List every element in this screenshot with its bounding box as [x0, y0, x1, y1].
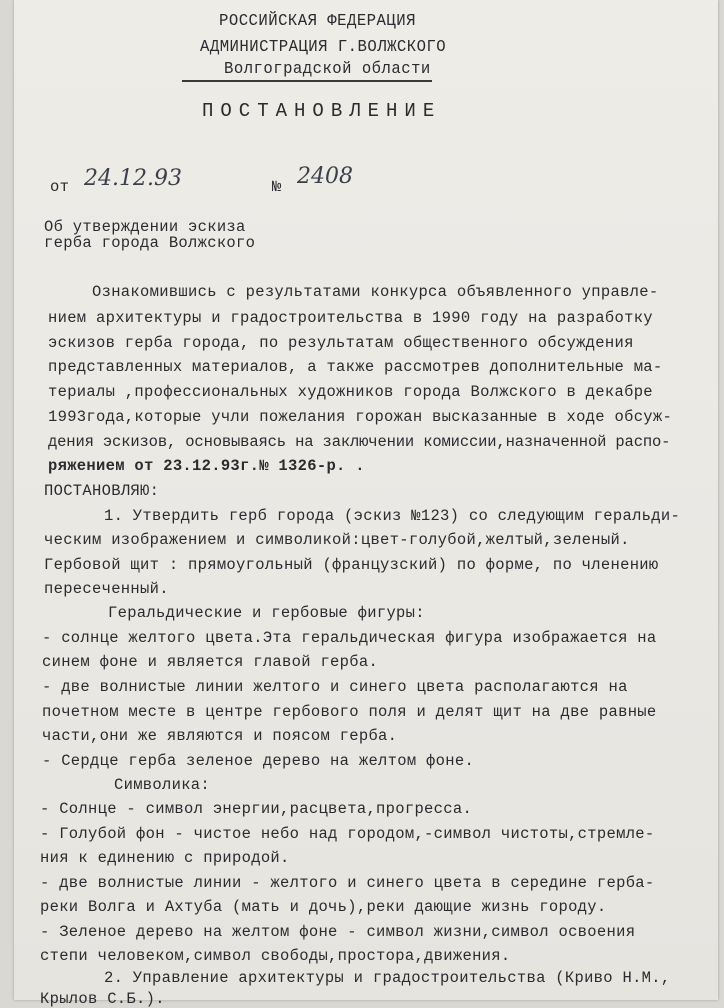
subject-line: Об утверждении эскиза — [44, 218, 246, 236]
body-line: териалы ,профессиональных художников города Волжского в декабре — [48, 383, 653, 401]
body-line: - солнце желтого цвета.Эта геральдическая фигура изображается на — [42, 629, 657, 647]
body-line: нием архитектуры и градостроительства в 1990 году на разработку — [48, 309, 653, 327]
body-line: 2. Управление архитектуры и градостроительства (Криво Н.М., — [104, 969, 671, 987]
document-number: 2408 — [297, 164, 353, 189]
body-line: степи человеком,символ свободы,простора,движения. — [40, 947, 511, 965]
body-line: представленных материалов, а также рассмотрев дополнительные ма- — [48, 358, 663, 376]
resolution-heading: ПОСТАНОВЛЯЮ: — [44, 482, 160, 500]
body-line: ряжением от 23.12.93г.№ 1326-р. . — [48, 457, 365, 475]
body-line: части,они же являются и поясом герба. — [42, 727, 398, 745]
body-line: эскизов герба города, по результатам общественного обсуждения — [48, 334, 634, 352]
body-line: 1. Утвердить герб города (эскиз №123) со следующим геральди- — [104, 507, 681, 525]
date-prefix: от — [50, 178, 70, 196]
header-administration: АДМИНИСТРАЦИЯ Г.ВОЛЖСКОГО — [200, 38, 447, 57]
body-line: 1993года,которые учли пожелания горожан высказанные в ходе обсуж- — [48, 408, 673, 426]
body-line: - Солнце - символ энергии,расцвета,прогресса. — [40, 800, 473, 818]
body-line: дения эскизов, основываясь на заключении комиссии,назначенной распо- — [48, 433, 671, 451]
body-line: Гербовой щит : прямоугольный (французский) по форме, по членению — [44, 556, 659, 574]
body-line: Ознакомившись с результатами конкурса объявленного управле- — [92, 283, 659, 301]
body-line: - Зеленое дерево на желтом фоне - символ жизни,символ освоения — [40, 923, 636, 941]
body-line: синем фоне и является главой герба. — [42, 653, 379, 671]
body-line: почетном месте в центре гербового поля и делят щит на две равные — [42, 703, 657, 721]
header-underline — [182, 80, 432, 82]
body-line: - две волнистые линии желтого и синего цвета располагаются на — [42, 678, 628, 696]
header-region: Волгоградской области — [224, 60, 431, 79]
document-type: ПОСТАНОВЛЕНИЕ — [202, 100, 442, 122]
header-country: РОССИЙСКАЯ ФЕДЕРАЦИЯ — [219, 12, 416, 31]
section-heading: Геральдические и гербовые фигуры: — [108, 604, 425, 622]
number-prefix: № — [272, 178, 282, 196]
body-line: - две волнистые линии - желтого и синего цвета в середине герба- — [40, 874, 655, 892]
body-line: - Голубой фон - чистое небо над городом,-символ чистоты,стремле- — [40, 825, 655, 843]
section-heading: Символика: — [114, 776, 211, 794]
body-line: ческим изображением и символикой:цвет-голубой,желтый,зеленый. — [44, 531, 630, 549]
body-line: пересеченный. — [44, 580, 169, 598]
document-date: 24.12.93 — [84, 166, 182, 191]
document-page — [14, 0, 718, 1008]
body-line: - Сердце герба зеленое дерево на желтом фоне. — [42, 752, 475, 770]
body-line: ния к единению с природой. — [40, 849, 290, 867]
body-line: реки Волга и Ахтуба (мать и дочь),реки дающие жизнь городу. — [40, 898, 607, 916]
subject-line: герба города Волжского — [44, 234, 256, 252]
body-line: Крылов С.Б.). — [40, 990, 165, 1008]
